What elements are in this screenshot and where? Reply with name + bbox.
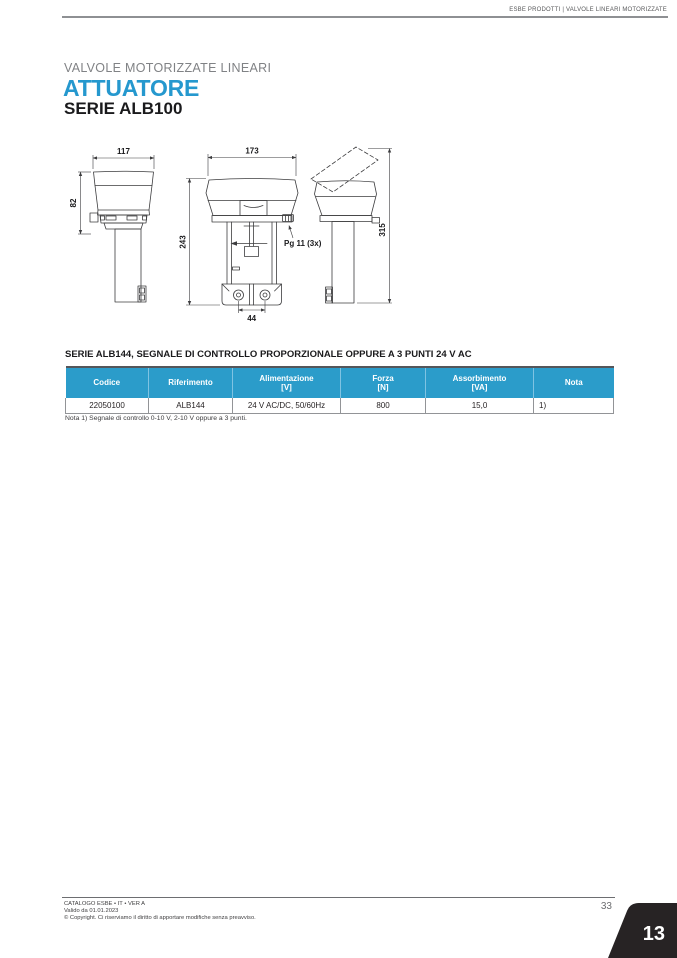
dim-label-315: 315 <box>378 223 387 237</box>
col-header-riferimento: Riferimento <box>149 367 233 398</box>
footer-divider <box>62 897 615 898</box>
footer-copyright-line: © Copyright. Ci riserviamo il diritto di apportare modifiche senza preavviso. <box>64 915 256 922</box>
table-title: SERIE ALB144, SEGNALE DI CONTROLLO PROPORZIONALE OPPURE A 3 PUNTI 24 V AC <box>65 349 472 360</box>
cell-nota: 1) <box>534 398 614 414</box>
front-view-drawing <box>69 147 154 302</box>
dim-label-173: 173 <box>245 146 259 156</box>
page-number: 33 <box>600 901 612 912</box>
center-view-drawing <box>179 147 322 324</box>
dim-label-44: 44 <box>247 314 257 323</box>
open-cover-dashed-outline <box>311 147 378 192</box>
series-subtitle: SERIE ALB100 <box>64 99 183 118</box>
breadcrumb: ESBE PRODOTTI | VALVOLE LINEARI MOTORIZZATE <box>509 7 667 13</box>
cell-forza: 800 <box>341 398 426 414</box>
cell-riferimento: ALB144 <box>149 398 233 414</box>
cable-gland-label: Pg 11 (3x) <box>284 239 322 248</box>
table-row <box>66 398 614 414</box>
chapter-tab-number: 13 <box>642 923 665 945</box>
cell-codice: 22050100 <box>66 398 149 414</box>
col-header-codice: Codice <box>66 367 149 398</box>
cell-assorbimento: 15,0 <box>426 398 534 414</box>
dim-label-117: 117 <box>117 147 130 156</box>
dim-label-82: 82 <box>69 198 78 208</box>
footer-valid-line: Valido da 01.01.2023 <box>64 908 119 915</box>
right-view-drawing <box>311 147 392 303</box>
col-header-assorbimento: Assorbimento [VA] <box>426 367 534 398</box>
page-title: ATTUATORE <box>63 75 200 101</box>
footer-catalog-line: CATALOGO ESBE • IT • VER A <box>64 901 146 907</box>
technical-drawing <box>60 140 405 340</box>
spec-table <box>65 366 614 414</box>
cell-alimentazione: 24 V AC/DC, 50/60Hz <box>233 398 341 414</box>
col-header-forza: Forza [N] <box>341 367 426 398</box>
header-divider <box>62 16 668 18</box>
footer-info <box>64 901 256 923</box>
col-header-alimentazione: Alimentazione [V] <box>233 367 341 398</box>
table-header-row <box>66 367 614 398</box>
category-title: VALVOLE MOTORIZZATE LINEARI <box>64 61 272 75</box>
table-footnote: Nota 1) Segnale di controllo 0-10 V, 2-10 V oppure a 3 punti. <box>65 415 247 422</box>
col-header-nota: Nota <box>534 367 614 398</box>
dim-label-243: 243 <box>178 235 188 249</box>
